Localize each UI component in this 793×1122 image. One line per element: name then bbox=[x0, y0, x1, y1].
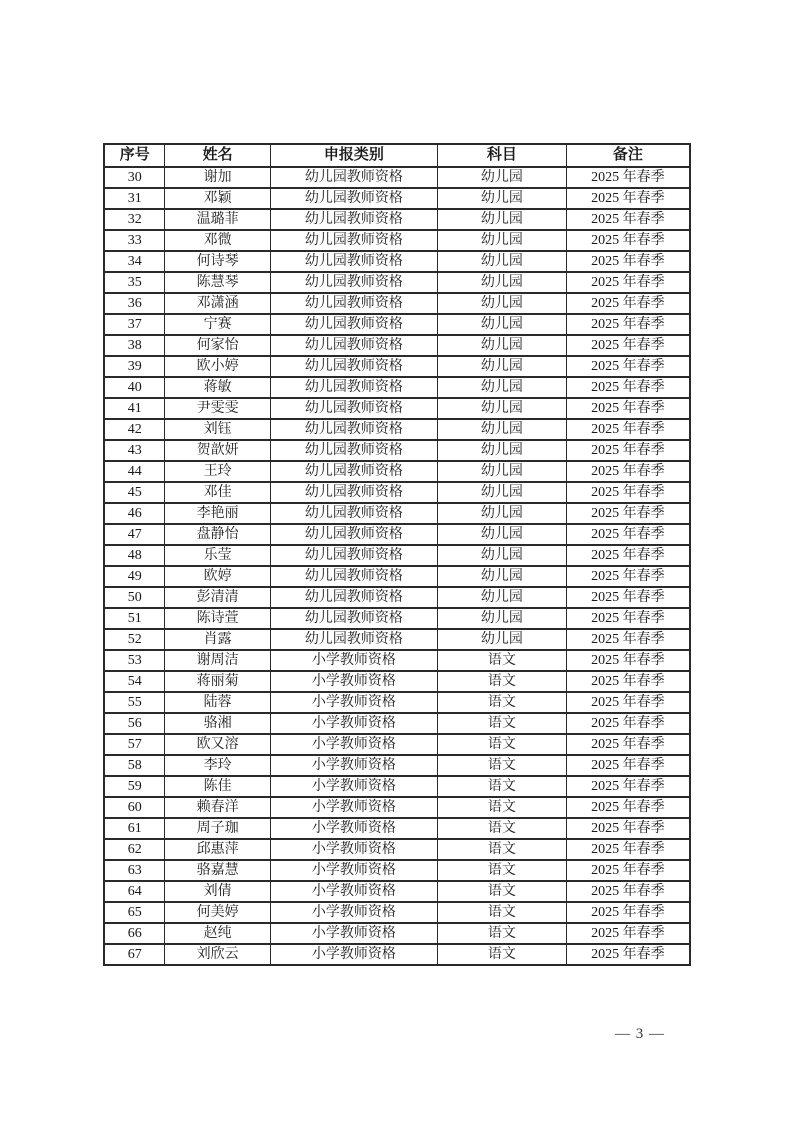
cell-index: 33 bbox=[104, 230, 165, 251]
table-row bbox=[104, 293, 690, 314]
cell-index: 39 bbox=[104, 356, 165, 377]
cell-subject: 幼儿园 bbox=[437, 461, 566, 482]
cell-subject: 幼儿园 bbox=[437, 524, 566, 545]
cell-name: 邓微 bbox=[165, 230, 270, 251]
cell-index: 63 bbox=[104, 860, 165, 881]
cell-name: 何家怡 bbox=[165, 335, 270, 356]
table-row bbox=[104, 608, 690, 629]
cell-name: 邱惠萍 bbox=[165, 839, 270, 860]
cell-index: 41 bbox=[104, 398, 165, 419]
cell-category: 小学教师资格 bbox=[270, 734, 437, 755]
table-row bbox=[104, 419, 690, 440]
cell-name: 陈佳 bbox=[165, 776, 270, 797]
cell-note: 2025 年春季 bbox=[566, 230, 690, 251]
cell-name: 贺歆妍 bbox=[165, 440, 270, 461]
cell-subject: 幼儿园 bbox=[437, 230, 566, 251]
cell-category: 幼儿园教师资格 bbox=[270, 524, 437, 545]
cell-subject: 语文 bbox=[437, 692, 566, 713]
cell-note: 2025 年春季 bbox=[566, 272, 690, 293]
cell-index: 48 bbox=[104, 545, 165, 566]
table-row bbox=[104, 587, 690, 608]
cell-note: 2025 年春季 bbox=[566, 776, 690, 797]
cell-name: 邓潇涵 bbox=[165, 293, 270, 314]
header-category: 申报类别 bbox=[270, 144, 437, 167]
cell-index: 45 bbox=[104, 482, 165, 503]
table-row bbox=[104, 356, 690, 377]
cell-note: 2025 年春季 bbox=[566, 377, 690, 398]
header-note: 备注 bbox=[566, 144, 690, 167]
cell-subject: 语文 bbox=[437, 902, 566, 923]
cell-subject: 幼儿园 bbox=[437, 545, 566, 566]
cell-subject: 幼儿园 bbox=[437, 314, 566, 335]
cell-note: 2025 年春季 bbox=[566, 503, 690, 524]
cell-note: 2025 年春季 bbox=[566, 440, 690, 461]
cell-index: 54 bbox=[104, 671, 165, 692]
cell-index: 56 bbox=[104, 713, 165, 734]
cell-name: 温璐菲 bbox=[165, 209, 270, 230]
cell-note: 2025 年春季 bbox=[566, 755, 690, 776]
cell-index: 67 bbox=[104, 944, 165, 965]
table-row bbox=[104, 377, 690, 398]
cell-note: 2025 年春季 bbox=[566, 167, 690, 188]
cell-category: 小学教师资格 bbox=[270, 692, 437, 713]
cell-name: 欧婷 bbox=[165, 566, 270, 587]
cell-subject: 语文 bbox=[437, 713, 566, 734]
cell-category: 小学教师资格 bbox=[270, 818, 437, 839]
cell-note: 2025 年春季 bbox=[566, 923, 690, 944]
cell-subject: 幼儿园 bbox=[437, 398, 566, 419]
cell-category: 幼儿园教师资格 bbox=[270, 545, 437, 566]
cell-note: 2025 年春季 bbox=[566, 356, 690, 377]
table-row bbox=[104, 671, 690, 692]
cell-name: 肖露 bbox=[165, 629, 270, 650]
cell-note: 2025 年春季 bbox=[566, 398, 690, 419]
cell-index: 64 bbox=[104, 881, 165, 902]
cell-note: 2025 年春季 bbox=[566, 797, 690, 818]
cell-name: 周子珈 bbox=[165, 818, 270, 839]
table-row bbox=[104, 881, 690, 902]
cell-category: 幼儿园教师资格 bbox=[270, 461, 437, 482]
cell-subject: 幼儿园 bbox=[437, 335, 566, 356]
cell-name: 邓佳 bbox=[165, 482, 270, 503]
cell-name: 何诗琴 bbox=[165, 251, 270, 272]
cell-category: 幼儿园教师资格 bbox=[270, 503, 437, 524]
cell-index: 58 bbox=[104, 755, 165, 776]
cell-name: 盘静怡 bbox=[165, 524, 270, 545]
cell-index: 42 bbox=[104, 419, 165, 440]
cell-name: 宁赛 bbox=[165, 314, 270, 335]
cell-index: 61 bbox=[104, 818, 165, 839]
cell-name: 欧又溶 bbox=[165, 734, 270, 755]
table-row bbox=[104, 503, 690, 524]
cell-name: 刘欣云 bbox=[165, 944, 270, 965]
cell-name: 李艳丽 bbox=[165, 503, 270, 524]
cell-category: 小学教师资格 bbox=[270, 671, 437, 692]
table-row bbox=[104, 944, 690, 965]
cell-index: 37 bbox=[104, 314, 165, 335]
cell-name: 谢加 bbox=[165, 167, 270, 188]
cell-index: 60 bbox=[104, 797, 165, 818]
cell-subject: 幼儿园 bbox=[437, 272, 566, 293]
cell-name: 乐莹 bbox=[165, 545, 270, 566]
cell-category: 小学教师资格 bbox=[270, 650, 437, 671]
cell-name: 彭清清 bbox=[165, 587, 270, 608]
cell-category: 幼儿园教师资格 bbox=[270, 440, 437, 461]
cell-category: 幼儿园教师资格 bbox=[270, 566, 437, 587]
cell-name: 欧小婷 bbox=[165, 356, 270, 377]
cell-category: 幼儿园教师资格 bbox=[270, 482, 437, 503]
cell-subject: 语文 bbox=[437, 797, 566, 818]
cell-index: 57 bbox=[104, 734, 165, 755]
cell-note: 2025 年春季 bbox=[566, 335, 690, 356]
cell-category: 幼儿园教师资格 bbox=[270, 293, 437, 314]
table-row bbox=[104, 839, 690, 860]
cell-category: 幼儿园教师资格 bbox=[270, 629, 437, 650]
cell-category: 小学教师资格 bbox=[270, 860, 437, 881]
cell-name: 谢周洁 bbox=[165, 650, 270, 671]
cell-note: 2025 年春季 bbox=[566, 251, 690, 272]
table-row bbox=[104, 692, 690, 713]
cell-index: 53 bbox=[104, 650, 165, 671]
page-number: — 3 — bbox=[615, 1026, 665, 1042]
cell-subject: 幼儿园 bbox=[437, 167, 566, 188]
cell-category: 小学教师资格 bbox=[270, 713, 437, 734]
header-subject: 科目 bbox=[437, 144, 566, 167]
table-body bbox=[104, 167, 690, 965]
cell-note: 2025 年春季 bbox=[566, 902, 690, 923]
cell-index: 65 bbox=[104, 902, 165, 923]
cell-category: 幼儿园教师资格 bbox=[270, 230, 437, 251]
cell-name: 刘钰 bbox=[165, 419, 270, 440]
cell-subject: 语文 bbox=[437, 734, 566, 755]
cell-index: 38 bbox=[104, 335, 165, 356]
cell-note: 2025 年春季 bbox=[566, 293, 690, 314]
cell-index: 50 bbox=[104, 587, 165, 608]
cell-subject: 语文 bbox=[437, 944, 566, 965]
cell-category: 幼儿园教师资格 bbox=[270, 272, 437, 293]
cell-category: 幼儿园教师资格 bbox=[270, 419, 437, 440]
cell-note: 2025 年春季 bbox=[566, 209, 690, 230]
cell-name: 何美婷 bbox=[165, 902, 270, 923]
cell-index: 47 bbox=[104, 524, 165, 545]
cell-category: 幼儿园教师资格 bbox=[270, 167, 437, 188]
cell-subject: 语文 bbox=[437, 881, 566, 902]
cell-category: 小学教师资格 bbox=[270, 776, 437, 797]
table-row bbox=[104, 188, 690, 209]
table-row bbox=[104, 335, 690, 356]
table-row bbox=[104, 629, 690, 650]
cell-subject: 幼儿园 bbox=[437, 608, 566, 629]
cell-note: 2025 年春季 bbox=[566, 839, 690, 860]
cell-category: 小学教师资格 bbox=[270, 944, 437, 965]
cell-index: 52 bbox=[104, 629, 165, 650]
cell-subject: 语文 bbox=[437, 818, 566, 839]
cell-subject: 幼儿园 bbox=[437, 482, 566, 503]
header-name: 姓名 bbox=[165, 144, 270, 167]
cell-subject: 幼儿园 bbox=[437, 188, 566, 209]
table-row bbox=[104, 167, 690, 188]
cell-name: 陈诗萱 bbox=[165, 608, 270, 629]
cell-category: 小学教师资格 bbox=[270, 881, 437, 902]
cell-name: 邓颖 bbox=[165, 188, 270, 209]
table-row bbox=[104, 251, 690, 272]
cell-note: 2025 年春季 bbox=[566, 419, 690, 440]
cell-subject: 幼儿园 bbox=[437, 629, 566, 650]
cell-index: 51 bbox=[104, 608, 165, 629]
cell-note: 2025 年春季 bbox=[566, 818, 690, 839]
table-header bbox=[104, 144, 690, 167]
cell-index: 49 bbox=[104, 566, 165, 587]
cell-category: 幼儿园教师资格 bbox=[270, 335, 437, 356]
table-row bbox=[104, 482, 690, 503]
cell-category: 小学教师资格 bbox=[270, 902, 437, 923]
cell-name: 尹雯雯 bbox=[165, 398, 270, 419]
cell-note: 2025 年春季 bbox=[566, 545, 690, 566]
cell-note: 2025 年春季 bbox=[566, 650, 690, 671]
cell-note: 2025 年春季 bbox=[566, 524, 690, 545]
cell-index: 46 bbox=[104, 503, 165, 524]
cell-subject: 幼儿园 bbox=[437, 419, 566, 440]
cell-name: 蒋敏 bbox=[165, 377, 270, 398]
cell-name: 赵纯 bbox=[165, 923, 270, 944]
table-row bbox=[104, 545, 690, 566]
cell-note: 2025 年春季 bbox=[566, 587, 690, 608]
table-row bbox=[104, 524, 690, 545]
cell-note: 2025 年春季 bbox=[566, 671, 690, 692]
table-row bbox=[104, 461, 690, 482]
table-row bbox=[104, 209, 690, 230]
cell-index: 34 bbox=[104, 251, 165, 272]
cell-subject: 幼儿园 bbox=[437, 566, 566, 587]
table-header-row bbox=[104, 144, 690, 167]
cell-name: 刘倩 bbox=[165, 881, 270, 902]
cell-note: 2025 年春季 bbox=[566, 629, 690, 650]
teacher-qualification-table bbox=[103, 143, 691, 966]
cell-name: 蒋丽菊 bbox=[165, 671, 270, 692]
cell-subject: 语文 bbox=[437, 671, 566, 692]
cell-name: 王玲 bbox=[165, 461, 270, 482]
cell-note: 2025 年春季 bbox=[566, 566, 690, 587]
table-row bbox=[104, 272, 690, 293]
cell-subject: 语文 bbox=[437, 755, 566, 776]
cell-category: 幼儿园教师资格 bbox=[270, 188, 437, 209]
cell-index: 44 bbox=[104, 461, 165, 482]
cell-category: 幼儿园教师资格 bbox=[270, 251, 437, 272]
cell-subject: 幼儿园 bbox=[437, 251, 566, 272]
cell-category: 小学教师资格 bbox=[270, 923, 437, 944]
cell-subject: 幼儿园 bbox=[437, 440, 566, 461]
cell-category: 幼儿园教师资格 bbox=[270, 377, 437, 398]
cell-index: 32 bbox=[104, 209, 165, 230]
table-row bbox=[104, 902, 690, 923]
cell-index: 62 bbox=[104, 839, 165, 860]
table-row bbox=[104, 776, 690, 797]
table-row bbox=[104, 398, 690, 419]
cell-note: 2025 年春季 bbox=[566, 482, 690, 503]
cell-index: 35 bbox=[104, 272, 165, 293]
cell-subject: 语文 bbox=[437, 776, 566, 797]
table-row bbox=[104, 923, 690, 944]
cell-note: 2025 年春季 bbox=[566, 713, 690, 734]
cell-note: 2025 年春季 bbox=[566, 860, 690, 881]
cell-index: 66 bbox=[104, 923, 165, 944]
table-row bbox=[104, 230, 690, 251]
cell-name: 陈慧琴 bbox=[165, 272, 270, 293]
table-row bbox=[104, 650, 690, 671]
cell-index: 36 bbox=[104, 293, 165, 314]
cell-category: 幼儿园教师资格 bbox=[270, 314, 437, 335]
cell-category: 幼儿园教师资格 bbox=[270, 587, 437, 608]
cell-note: 2025 年春季 bbox=[566, 881, 690, 902]
cell-category: 幼儿园教师资格 bbox=[270, 209, 437, 230]
cell-subject: 语文 bbox=[437, 650, 566, 671]
cell-subject: 语文 bbox=[437, 923, 566, 944]
cell-index: 31 bbox=[104, 188, 165, 209]
cell-category: 幼儿园教师资格 bbox=[270, 608, 437, 629]
table-row bbox=[104, 755, 690, 776]
cell-subject: 幼儿园 bbox=[437, 587, 566, 608]
cell-category: 小学教师资格 bbox=[270, 797, 437, 818]
cell-note: 2025 年春季 bbox=[566, 188, 690, 209]
cell-category: 小学教师资格 bbox=[270, 755, 437, 776]
table-row bbox=[104, 440, 690, 461]
cell-subject: 幼儿园 bbox=[437, 377, 566, 398]
cell-name: 骆嘉慧 bbox=[165, 860, 270, 881]
cell-subject: 语文 bbox=[437, 839, 566, 860]
cell-index: 55 bbox=[104, 692, 165, 713]
cell-index: 40 bbox=[104, 377, 165, 398]
table-row bbox=[104, 713, 690, 734]
cell-subject: 幼儿园 bbox=[437, 209, 566, 230]
cell-index: 30 bbox=[104, 167, 165, 188]
table-row bbox=[104, 818, 690, 839]
table-row bbox=[104, 860, 690, 881]
cell-category: 幼儿园教师资格 bbox=[270, 356, 437, 377]
cell-category: 小学教师资格 bbox=[270, 839, 437, 860]
cell-name: 骆湘 bbox=[165, 713, 270, 734]
cell-subject: 幼儿园 bbox=[437, 356, 566, 377]
cell-name: 赖春洋 bbox=[165, 797, 270, 818]
header-index: 序号 bbox=[104, 144, 165, 167]
cell-note: 2025 年春季 bbox=[566, 608, 690, 629]
cell-subject: 幼儿园 bbox=[437, 503, 566, 524]
table-row bbox=[104, 797, 690, 818]
cell-note: 2025 年春季 bbox=[566, 692, 690, 713]
cell-note: 2025 年春季 bbox=[566, 944, 690, 965]
cell-name: 李玲 bbox=[165, 755, 270, 776]
cell-name: 陆蓉 bbox=[165, 692, 270, 713]
cell-index: 43 bbox=[104, 440, 165, 461]
cell-subject: 语文 bbox=[437, 860, 566, 881]
cell-category: 幼儿园教师资格 bbox=[270, 398, 437, 419]
cell-index: 59 bbox=[104, 776, 165, 797]
cell-note: 2025 年春季 bbox=[566, 734, 690, 755]
table-row bbox=[104, 314, 690, 335]
table-row bbox=[104, 734, 690, 755]
cell-subject: 幼儿园 bbox=[437, 293, 566, 314]
table-row bbox=[104, 566, 690, 587]
cell-note: 2025 年春季 bbox=[566, 314, 690, 335]
cell-note: 2025 年春季 bbox=[566, 461, 690, 482]
